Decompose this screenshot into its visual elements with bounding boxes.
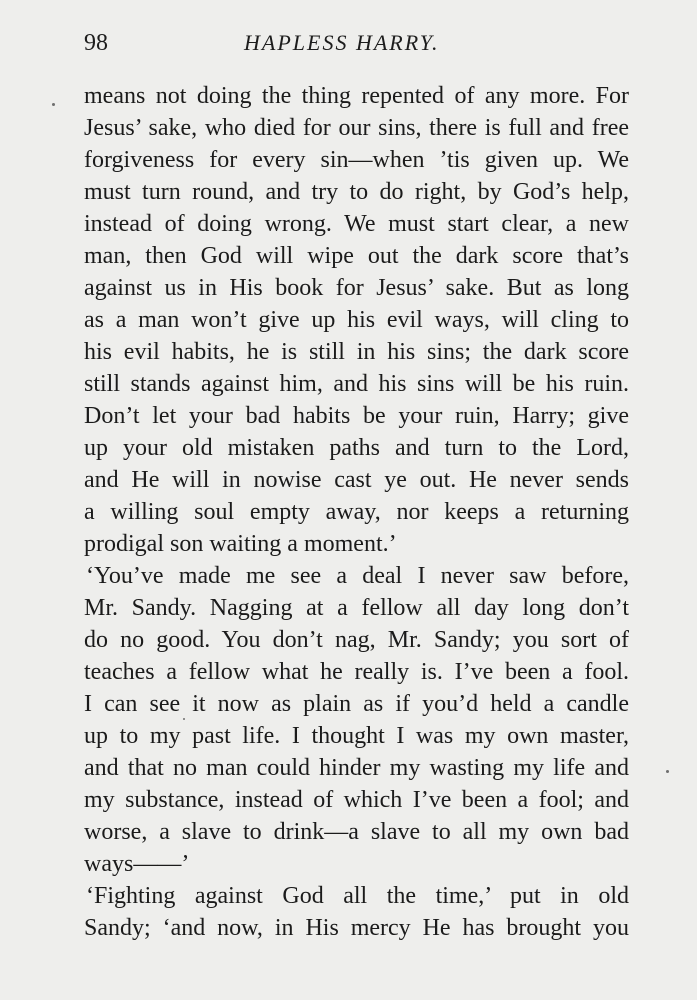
- running-head: HAPLESS HARRY.: [244, 30, 440, 55]
- text-line: worse, a slave to drink—a slave to all my own bad: [84, 819, 629, 845]
- text-line: still stands against him, and his sins will be his ruin.: [84, 371, 629, 397]
- text-line: Don’t let your bad habits be your ruin, Harry; give: [84, 403, 629, 429]
- page-body-text: [84, 80, 629, 944]
- text-line: my substance, instead of which I’ve been a fool; and: [84, 787, 629, 813]
- print-speck: [52, 103, 55, 106]
- text-line: ‘You’ve made me see a deal I never saw before,: [86, 563, 629, 589]
- text-line: means not doing the thing repented of any more. For: [84, 83, 629, 109]
- text-line: Mr. Sandy. Nagging at a fellow all day long don’t: [84, 595, 629, 621]
- text-line: must turn round, and try to do right, by God’s help,: [84, 179, 629, 205]
- text-line: forgiveness for every sin—when ’tis given up. We: [84, 147, 629, 173]
- text-line: prodigal son waiting a moment.’: [84, 531, 397, 557]
- text-line: teaches a fellow what he really is. I’ve been a fool.: [84, 659, 629, 685]
- text-line: Jesus’ sake, who died for our sins, there is full and free: [84, 115, 629, 141]
- page-number: 98: [84, 30, 108, 56]
- text-line: do no good. You don’t nag, Mr. Sandy; you sort of: [84, 627, 629, 653]
- text-line: against us in His book for Jesus’ sake. But as long: [84, 275, 629, 301]
- text-line: Sandy; ‘and now, in His mercy He has brought you: [84, 915, 629, 941]
- text-line: I can see it now as plain as if you’d held a candle: [84, 691, 629, 717]
- text-line: ‘Fighting against God all the time,’ put in old: [86, 883, 629, 909]
- text-line: and that no man could hinder my wasting my life and: [84, 755, 629, 781]
- text-line: as a man won’t give up his evil ways, will cling to: [84, 307, 629, 333]
- text-line: his evil habits, he is still in his sins; the dark score: [84, 339, 629, 365]
- text-line: ways——’: [84, 851, 190, 877]
- print-speck: [666, 770, 669, 773]
- text-line: man, then God will wipe out the dark score that’s: [84, 243, 629, 269]
- text-line: up your old mistaken paths and turn to the Lord,: [84, 435, 629, 461]
- text-line: up to my past life. I thought I was my own master,: [84, 723, 629, 749]
- text-line: instead of doing wrong. We must start clear, a new: [84, 211, 629, 237]
- page-header: [84, 28, 629, 64]
- print-speck: [183, 718, 185, 720]
- text-line: a willing soul empty away, nor keeps a returning: [84, 499, 629, 525]
- text-line: and He will in nowise cast ye out. He never sends: [84, 467, 629, 493]
